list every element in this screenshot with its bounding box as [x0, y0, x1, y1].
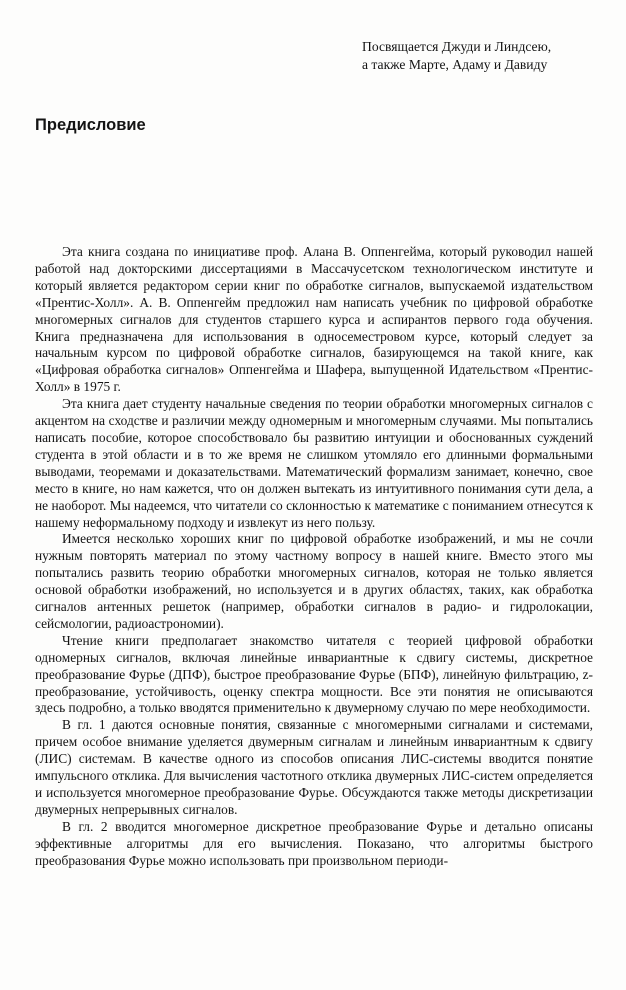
paragraph-2: Эта книга дает студенту начальные сведения по теории обработки многомерных сигналов с акцентом на сходстве и различии между одномерным и многомерным случаями. Мы попытались написать пособие, которое способствовало бы развитию интуиции и обоснованных суждений студента в этой области и в то же время не слишком утомляло его длинными формальными выводами, теоремами и доказательствами. Математический формализм занимает, конечно, свое место в книге, но нам кажется, что он должен вытекать из интуитивного понимания сути дела, а не наоборот. Мы надеемся, что читатели со склонностью к математике с пониманием отнесутся к нашему неформальному подходу и извлекут из него пользу.: [35, 396, 593, 530]
dedication-line-1: Посвящается Джуди и Линдсею,: [362, 39, 552, 54]
dedication: [362, 38, 602, 74]
dedication-line-2: а также Марте, Адаму и Давиду: [362, 57, 548, 72]
preface-body: [35, 244, 593, 870]
paragraph-3: Имеется несколько хороших книг по цифровой обработке изображений, и мы не сочли нужным повторять материал по этому частному вопросу в нашей книге. Вместо этого мы попытались развить теорию обработки многомерных сигналов, которая не только является основой обработки изображений, но используется и в других областях, таких, как обработка сигналов антенных решеток (например, обработки сигналов в радио- и гидролокации, сейсмологии, радиоастрономии).: [35, 531, 593, 631]
paragraph-5: В гл. 1 даются основные понятия, связанные с многомерными сигналами и системами, причем особое внимание уделяется двумерным сигналам и линейным инвариантным к сдвигу (ЛИС) системам. В качестве одного из способов описания ЛИС-системы вводится понятие импульсного отклика. Для вычисления частотного отклика двумерных ЛИС-систем определяется и используется многомерное преобразование Фурье. Обсуждаются также методы дискретизации двумерных непрерывных сигналов.: [35, 717, 593, 817]
paragraph-4: Чтение книги предполагает знакомство читателя с теорией цифровой обработки одномерных сигналов, включая линейные инвариантные к сдвигу системы, дискретное преобразование Фурье (ДПФ), быстрое преобразование Фурье (БПФ), линейную фильтрацию, z-преобразование, устойчивость, оценку спектра мощности. Все эти понятия не описываются здесь подробно, а только вводятся применительно к двумерному случаю по мере необходимости.: [35, 632, 593, 716]
page-title: Предисловие: [35, 116, 146, 134]
paragraph-1: Эта книга создана по инициативе проф. Алана В. Оппенгейма, который руководил нашей работой над докторскими диссертациями в Массачусетском технологическом институте и который является редактором серии книг по обработке сигналов, выпускаемой издательством «Прентис-Холл». А. В. Оппенгейм предложил нам написать учебник по цифровой обработке многомерных сигналов для студентов старшего курса и аспирантов первого года обучения. Книга предназначена для использования в односеместровом курсе, который следует за начальным курсом по цифровой обработке сигналов, базирующемся на такой книге, как «Цифровая обработка сигналов» Оппенгейма и Шафера, выпущенной Идательством «Прентис-Холл» в 1975 г.: [35, 244, 593, 395]
paragraph-6: В гл. 2 вводится многомерное дискретное преобразование Фурье и детально описаны эффективные алгоритмы для его вычисления. Показано, что алгоритмы быстрого преобразования Фурье можно использовать при произвольном периоди-: [35, 818, 593, 868]
